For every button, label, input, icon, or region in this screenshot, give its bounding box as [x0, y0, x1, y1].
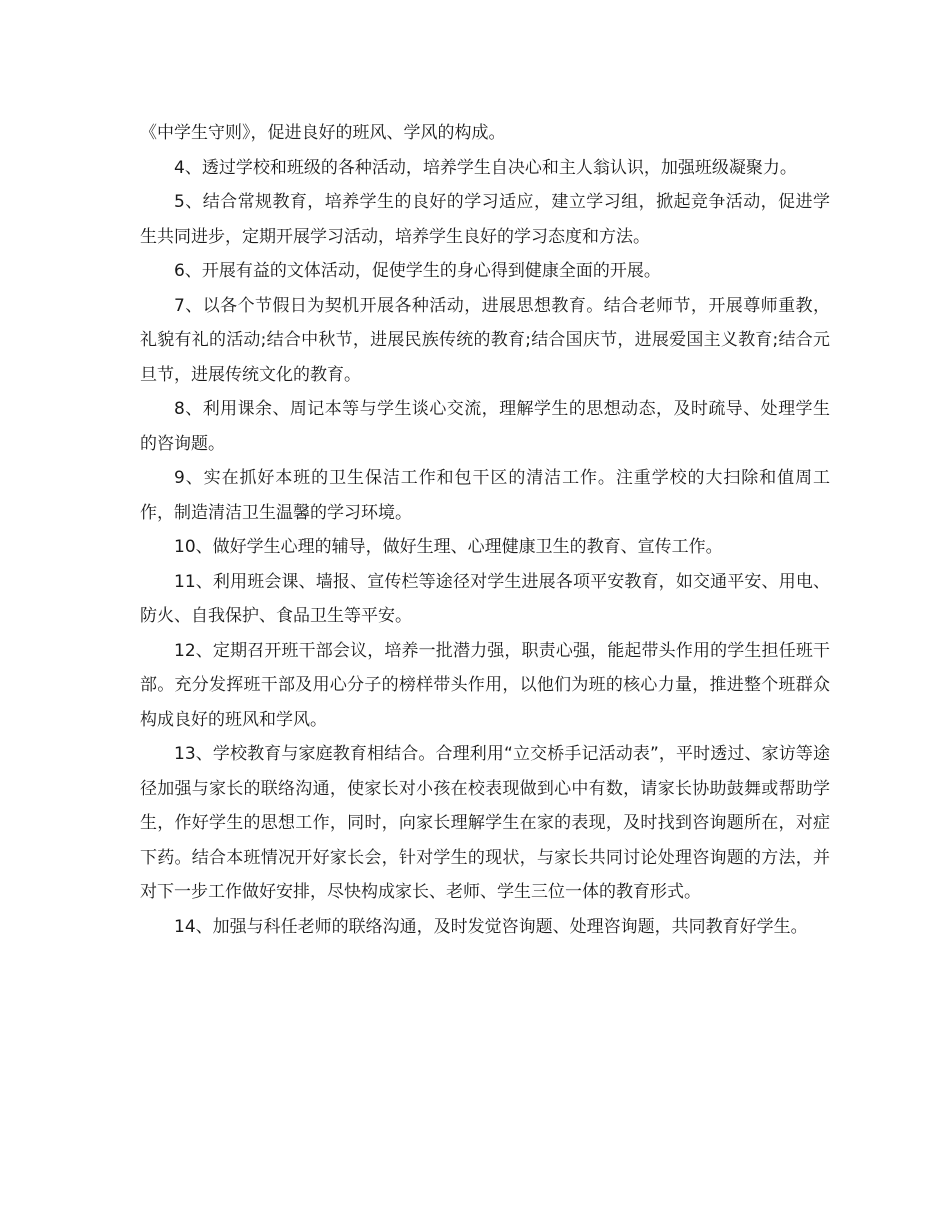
paragraph-6: 8、利用课余、周记本等与学生谈心交流，理解学生的思想动态，及时疏导、处理学生的咨询题。 — [140, 399, 830, 454]
paragraph-2: 4、透过学校和班级的各种活动，培养学生自决心和主人翁认识，加强班级凝聚力。 — [174, 157, 797, 178]
paragraph-1: 《中学生守则》，促进良好的班风、学风的构成。 — [140, 123, 506, 143]
paragraph-3: 5、结合常规教育，培养学生的良好的学习适应，建立学习组，掀起竞争活动，促进学生共同进步，定期开展学习活动，培养学生良好的学习态度和方法。 — [140, 192, 830, 247]
paragraph-4: 6、开展有益的文体活动，促使学生的身心得到健康全面的开展。 — [174, 261, 661, 281]
paragraph-12: 14、加强与科任老师的联络沟通，及时发觉咨询题、处理咨询题，共同教育好学生。 — [174, 916, 808, 937]
paragraph-8: 10、做好学生心理的辅导，做好生理、心理健康卫生的教育、宣传工作。 — [174, 537, 723, 557]
paragraph-7: 9、实在抓好本班的卫生保洁工作和包干区的清洁工作。注重学校的大扫除和值周工作，制造清洁卫生温馨的学习环境。 — [140, 468, 830, 523]
paragraph-11: 13、学校教育与家庭教育相结合。合理利用“立交桥手记活动表”，平时透过、家访等途径加强与家长的联络沟通，使家长对小孩在校表现做到心中有数，请家长协助鼓舞或帮助学生，作好学生的思想工作，同时，向家长理解学生在家的表现，及时找到咨询题所在，对症下药。结合本班情况开好家长会，针对学生的现状，与家长共同讨论处理咨询题的方法，并对下一步工作做好安排，尽快构成家长、老师、学生三位一体的教育形式。 — [140, 744, 830, 902]
paragraph-5: 7、以各个节假日为契机开展各种活动，进展思想教育。结合老师节，开展尊师重教，礼貌有礼的活动;结合中秋节，进展民族传统的教育;结合国庆节，进展爱国主义教育;结合元旦节，进展传统文化的教育。 — [140, 295, 830, 385]
paragraph-9: 11、利用班会课、墙报、宣传栏等途径对学生进展各项平安教育，如交通平安、用电、防火、自我保护、食品卫生等平安。 — [140, 571, 830, 626]
paragraph-10: 12、定期召开班干部会议，培养一批潜力强，职责心强，能起带头作用的学生担任班干部。充分发挥班干部及用心分子的榜样带头作用，以他们为班的核心力量，推进整个班群众构成良好的班风和学风。 — [140, 640, 830, 730]
document-body — [140, 116, 830, 944]
